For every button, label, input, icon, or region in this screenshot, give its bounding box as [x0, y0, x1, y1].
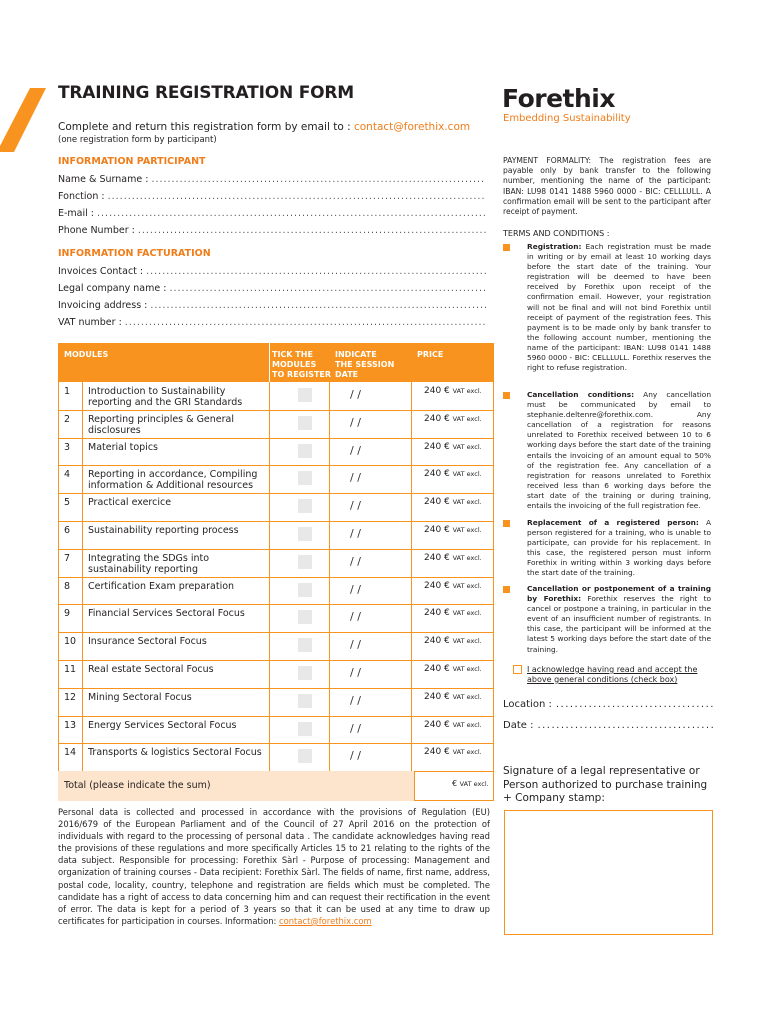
- module-name: Reporting in accordance, Compiling information & Additional resources: [88, 469, 258, 492]
- module-number: 9: [64, 608, 71, 620]
- table-row: [58, 743, 494, 770]
- module-name: Transports & logistics Sectoral Focus: [88, 747, 262, 759]
- module-tick-box[interactable]: [298, 555, 312, 569]
- module-name: Certification Exam preparation: [88, 580, 235, 592]
- module-price: 240 € VAT excl.: [424, 525, 482, 535]
- header-tick: TICK THE MODULES TO REGISTER: [272, 350, 332, 379]
- module-price: 240 € VAT excl.: [424, 608, 482, 619]
- module-price: 240 € VAT excl.: [424, 441, 482, 452]
- module-number: 7: [64, 552, 71, 564]
- legal-company-name-field[interactable]: Legal company name : .....: [58, 283, 486, 294]
- invoices-contact-field[interactable]: Invoices Contact : .....: [58, 266, 486, 277]
- table-row: [58, 604, 494, 631]
- table-header: [58, 343, 494, 382]
- module-price: 240 € VAT excl.: [424, 386, 482, 396]
- phone-number-field[interactable]: Phone Number : .....: [58, 225, 486, 236]
- invoicing-address-field[interactable]: Invoicing address : .....: [58, 300, 486, 311]
- session-date-input[interactable]: / /: [350, 527, 361, 540]
- bullet-icon: [503, 244, 510, 251]
- module-price: 240 € VAT excl.: [424, 719, 482, 730]
- session-date-input[interactable]: / /: [350, 471, 361, 485]
- acknowledge-checkbox[interactable]: [513, 665, 522, 674]
- signature-label: Signature of a legal representative or Person authorized to purchase training + Company stamp:: [503, 765, 708, 804]
- module-tick-box[interactable]: [298, 610, 312, 624]
- module-number: 13: [64, 719, 77, 731]
- module-name: Sustainability reporting process: [88, 525, 239, 536]
- name-surname-field[interactable]: Name & Surname : .....: [58, 174, 486, 185]
- date-field[interactable]: Date : .....: [503, 720, 713, 731]
- table-row: [58, 521, 494, 548]
- session-date-input[interactable]: / /: [350, 721, 361, 735]
- term-cancellation-by-forethix: Cancellation or postponement of a training by Forethix: Forethix reserves the right to cancel or postpone a training, in particular in the event of an insufficient number of registrants. In this case, the participant will be informed at the latest 5 working days before the start date of the training.: [503, 584, 711, 655]
- module-name: Insurance Sectoral Focus: [88, 636, 207, 648]
- table-row: [58, 632, 494, 659]
- header-modules: MODULES: [64, 350, 109, 359]
- module-tick-box[interactable]: [298, 638, 312, 652]
- logo-tagline: Embedding Sustainability: [503, 113, 631, 124]
- session-date-input[interactable]: / /: [350, 666, 361, 679]
- email-field[interactable]: E-mail : .....: [58, 208, 486, 219]
- module-number: 5: [64, 497, 71, 509]
- forethix-logo: Forethix: [502, 84, 615, 113]
- module-price: 240 € VAT excl.: [424, 552, 482, 563]
- acknowledge-label: I acknowledge having read and accept the above general conditions (check box): [527, 665, 698, 684]
- session-date-input[interactable]: / /: [350, 749, 361, 763]
- header-price: PRICE: [417, 350, 444, 359]
- module-number: 1: [64, 386, 71, 397]
- session-date-input[interactable]: / /: [350, 388, 361, 401]
- total-currency: € VAT excl.: [452, 779, 489, 788]
- session-date-input[interactable]: / /: [350, 582, 361, 596]
- facturation-heading: INFORMATION FACTURATION: [58, 248, 211, 259]
- module-number: 10: [64, 636, 77, 648]
- module-name: Introduction to Sustainability reporting and the GRI Standards: [88, 386, 243, 408]
- module-price: 240 € VAT excl.: [424, 747, 482, 758]
- module-tick-box[interactable]: [298, 444, 312, 458]
- module-tick-box[interactable]: [298, 694, 312, 708]
- privacy-notice: Personal data is collected and processed in accordance with the provisions of Regulation (EU) 2016/679 of the European Parliament and of the Council of 27 April 2016 on the protection of individuals with regard to the processing of personal data . The candidate acknowledges having read the provisions of these regulations and more specifically Articles 15 to 21 relating to the rights of the data subject. Responsible for processing: Forethix Sàrl - Purpose of processing: Management and organization of training courses - Data recipient: Forethix Sàrl. The fields of name, first name, address, postal code, locality, country, telephone and registration are fields which must be completed. The candidate has a right of access to data concerning him and can request their rectification in the event of error. The data is kept for a period of 3 years so that it can be used at any time to draw up certificates for participation in courses. Information: contact@forethix.com: [58, 807, 490, 926]
- module-price: 240 € VAT excl.: [424, 664, 482, 674]
- module-tick-box[interactable]: [298, 722, 312, 736]
- module-tick-box[interactable]: [298, 499, 312, 513]
- table-row: [58, 382, 494, 409]
- page-title: TRAINING REGISTRATION FORM: [58, 83, 354, 103]
- bullet-icon: [503, 586, 510, 593]
- module-number: 2: [64, 413, 71, 425]
- session-date-input[interactable]: / /: [350, 638, 361, 652]
- participant-heading: INFORMATION PARTICIPANT: [58, 156, 206, 167]
- module-number: 3: [64, 441, 71, 453]
- contact-email-link[interactable]: contact@forethix.com: [353, 121, 471, 133]
- session-date-input[interactable]: / /: [350, 554, 361, 568]
- table-row: [58, 549, 494, 576]
- table-row: [58, 688, 494, 715]
- module-tick-box[interactable]: [298, 583, 312, 597]
- module-name: Reporting principles & General disclosures: [88, 413, 235, 436]
- module-price: 240 € VAT excl.: [424, 580, 482, 591]
- table-row: [58, 660, 494, 687]
- module-tick-box[interactable]: [298, 749, 312, 763]
- session-date-input[interactable]: / /: [350, 443, 361, 457]
- table-row: [58, 438, 494, 465]
- module-name: Practical exercice: [88, 497, 172, 509]
- bullet-icon: [503, 520, 510, 527]
- privacy-contact-link[interactable]: contact@forethix.com: [279, 915, 372, 926]
- payment-formality: PAYMENT FORMALITY: The registration fees are payable only by bank transfer to the following number, mentioning the name of the participant: IBAN: LU98 0141 1488 5960 0000 - BIC: CELLLULL. A confirmation email will be sent to the participant after receipt of payment.: [503, 156, 712, 217]
- module-price: 240 € VAT excl.: [424, 636, 482, 647]
- module-name: Real estate Sectoral Focus: [88, 664, 214, 675]
- session-date-input[interactable]: / /: [350, 415, 361, 429]
- module-price: 240 € VAT excl.: [424, 497, 482, 508]
- module-number: 12: [64, 691, 77, 703]
- module-tick-box[interactable]: [298, 388, 312, 402]
- form-instructions: Complete and return this registration form by email to : contact@forethix.com: [58, 121, 471, 133]
- module-number: 11: [64, 664, 77, 675]
- modules-table: [58, 343, 494, 801]
- bullet-icon: [503, 392, 510, 399]
- total-row: [58, 771, 494, 801]
- module-number: 8: [64, 580, 71, 592]
- vat-number-field[interactable]: VAT number : .....: [58, 317, 486, 328]
- module-number: 4: [64, 469, 71, 481]
- terms-heading: TERMS AND CONDITIONS :: [503, 229, 610, 238]
- module-tick-box[interactable]: [298, 416, 312, 430]
- form-note: (one registration form by participant): [58, 135, 217, 145]
- table-row: [58, 465, 494, 492]
- term-replacement: Replacement of a registered person: A person registered for a training, who is unable to participate, can provide for his replacement. In this case, the registered person must inform Forethix in writing within 3 working days before the start date of the training.: [503, 518, 711, 579]
- table-row: [58, 577, 494, 604]
- module-name: Integrating the SDGs into sustainability reporting: [88, 552, 210, 575]
- term-cancellation: Cancellation conditions: Any cancellation must be communicated by email to stephanie.deltenre@forethix.com. Any cancellation of a registration for reasons unrelated to Forethix received between 10 to 6 working days before the start date of the training entails the invoicing of an amount equal to 50% of the registration fee. Any cancellation of a registration for reasons unrelated to Forethix received less than 6 working days before the start date of the training or during training, entails the invoicing of the full registration fee.: [503, 390, 711, 511]
- module-tick-box[interactable]: [298, 527, 312, 541]
- module-name: Financial Services Sectoral Focus: [88, 608, 245, 620]
- session-date-input[interactable]: / /: [350, 499, 361, 513]
- module-name: Mining Sectoral Focus: [88, 691, 192, 703]
- location-field[interactable]: Location : .....: [503, 699, 713, 710]
- total-label: Total (please indicate the sum): [64, 780, 211, 791]
- module-number: 14: [64, 747, 77, 759]
- module-tick-box[interactable]: [298, 666, 312, 680]
- module-name: Material topics: [88, 441, 158, 453]
- table-row: [58, 493, 494, 520]
- module-name: Energy Services Sectoral Focus: [88, 719, 237, 731]
- module-tick-box[interactable]: [298, 471, 312, 485]
- header-session-date: INDICATE THE SESSION DATE: [335, 350, 395, 379]
- module-number: 6: [64, 525, 71, 536]
- session-date-input[interactable]: / /: [350, 693, 361, 707]
- session-date-input[interactable]: / /: [350, 610, 361, 624]
- fonction-field[interactable]: Fonction : .....: [58, 191, 486, 202]
- term-registration: Registration: Each registration must be made in writing or by email at least 10 working days before the start date of the training. Your registration will be deemed to have been received by Forethix upon receipt of the confirmation email. However, your registration will not be final and will not bind Forethix until receipt of payment of the registration fees. This payment is to be made only by bank transfer to the following account number, mentioning the name of the participant: IBAN: LU98 0141 1488 5960 0000 - BIC: CELLLULL. Forethix reserves the right to refuse registration.: [503, 242, 711, 373]
- module-price: 240 € VAT excl.: [424, 691, 482, 702]
- table-row: [58, 716, 494, 743]
- module-price: 240 € VAT excl.: [424, 413, 482, 424]
- module-price: 240 € VAT excl.: [424, 469, 482, 480]
- orange-stripe-decoration: [0, 88, 48, 152]
- signature-box[interactable]: [504, 810, 713, 935]
- table-row: [58, 410, 494, 437]
